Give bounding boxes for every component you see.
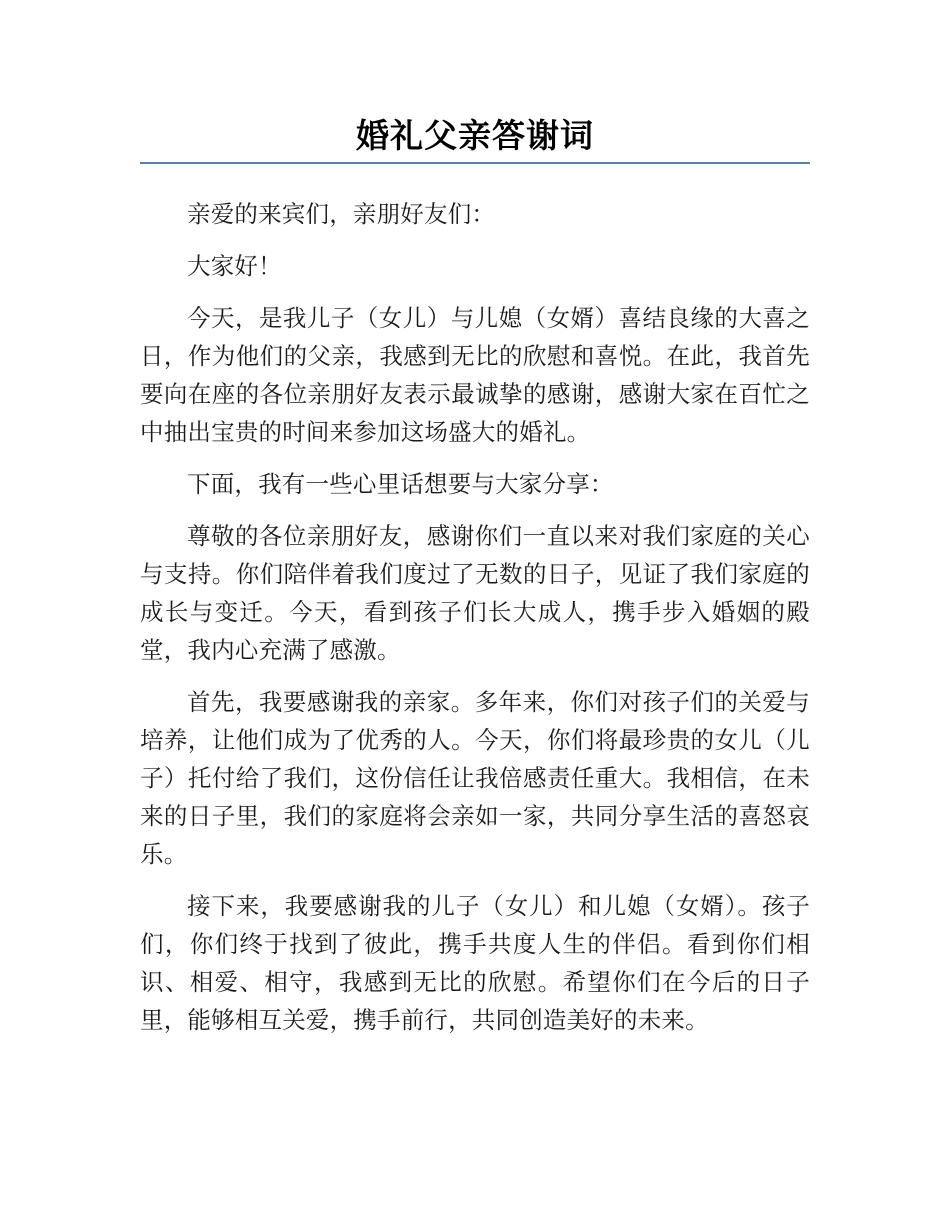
paragraph-opening: 今天，是我儿子（女儿）与儿媳（女婿）喜结良缘的大喜之日，作为他们的父亲，我感到无比的欣慰和喜悦。在此，我首先要向在座的各位亲朋好友表示最诚挚的感谢，感谢大家在百忙之中抽出宝贵的时间来参加这场盛大的婚礼。 bbox=[140, 304, 810, 446]
paragraph-thanks-in-laws: 首先，我要感谢我的亲家。多年来，你们对孩子们的关爱与培养，让他们成为了优秀的人。今天，你们将最珍贵的女儿（儿子）托付给了我们，这份信任让我倍感责任重大。我相信，在未来的日子里，我们的家庭将会亲如一家，共同分享生活的喜怒哀乐。 bbox=[140, 688, 810, 868]
paragraph-thanks-couple: 接下来，我要感谢我的儿子（女儿）和儿媳（女婿）。孩子们，你们终于找到了彼此，携手共度人生的伴侣。看到你们相识、相爱、相守，我感到无比的欣慰。希望你们在今后的日子里，能够相互关爱，携手前行，共同创造美好的未来。 bbox=[140, 892, 810, 1034]
paragraph-greeting: 大家好！ bbox=[187, 252, 282, 280]
document-title: 婚礼父亲答谢词 bbox=[356, 116, 594, 155]
paragraph-thanks-friends: 尊敬的各位亲朋好友，感谢你们一直以来对我们家庭的关心与支持。你们陪伴着我们度过了无数的日子，见证了我们家庭的成长与变迁。今天，看到孩子们长大成人，携手步入婚姻的殿堂，我内心充满了感激。 bbox=[140, 522, 810, 664]
title-underline bbox=[140, 162, 810, 164]
paragraph-transition: 下面，我有一些心里话想要与大家分享： bbox=[187, 470, 614, 498]
paragraph-salutation: 亲爱的来宾们，亲朋好友们： bbox=[187, 200, 496, 228]
document-body bbox=[140, 195, 810, 1053]
